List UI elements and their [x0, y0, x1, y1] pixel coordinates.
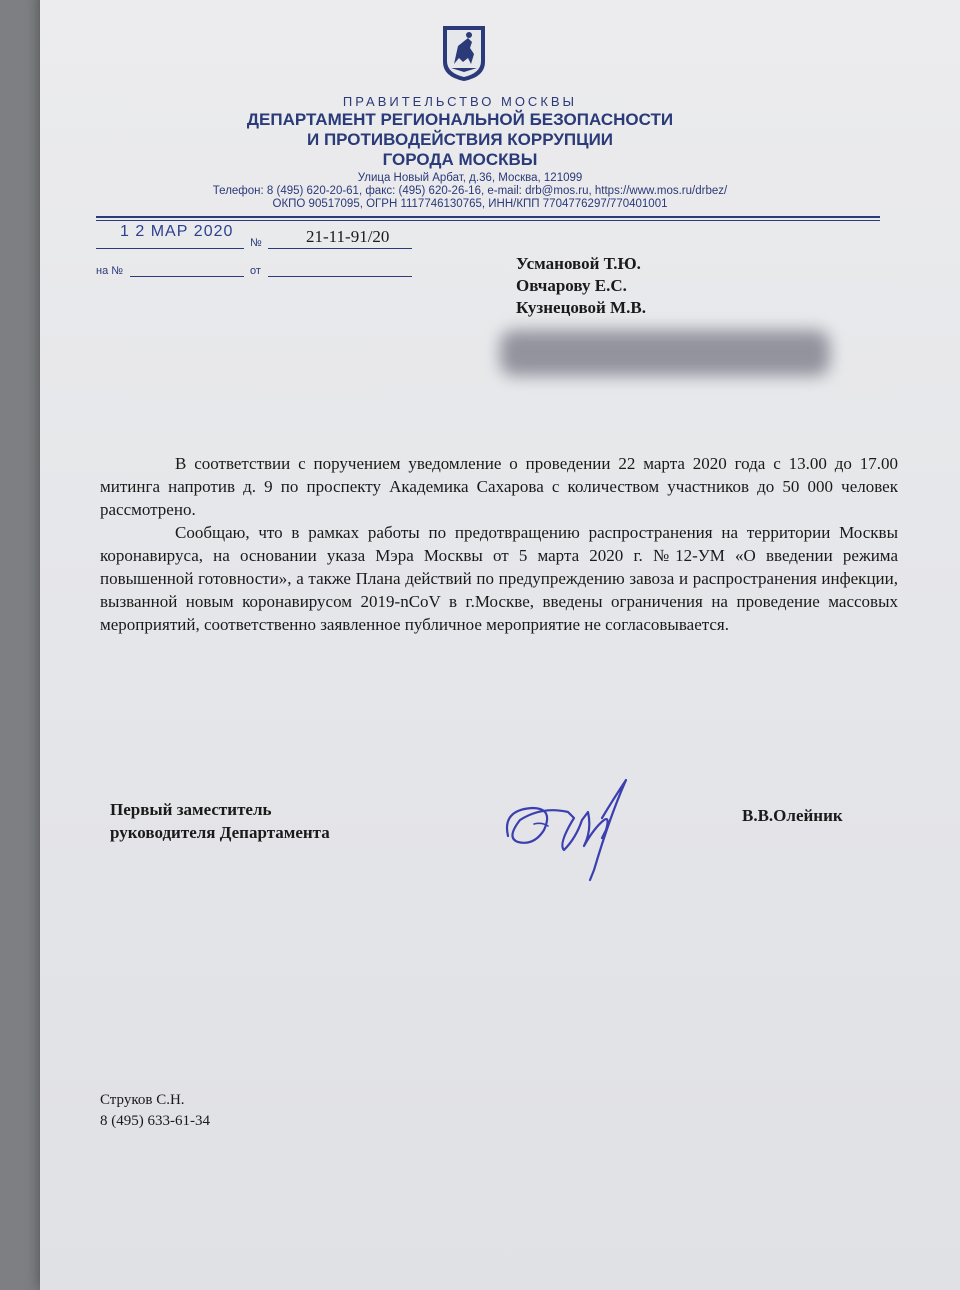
reference-underline — [130, 276, 244, 277]
letter-body — [100, 452, 898, 636]
executor-block — [100, 1090, 210, 1132]
department-line: И ПРОТИВОДЕЙСТВИЯ КОРРУПЦИИ — [307, 130, 613, 149]
signatory-name: В.В.Олейник — [742, 806, 843, 825]
handwritten-signature — [498, 768, 648, 888]
government-name: ПРАВИТЕЛЬСТВО МОСКВЫ — [342, 94, 578, 109]
reference-number-label: на № — [96, 265, 124, 277]
address: Улица Новый Арбат, д.36, Москва, 121099 — [357, 172, 583, 184]
recipients-block — [516, 253, 646, 319]
registration-date-stamp: 1 2 МАР 2020 — [120, 223, 234, 240]
registration-number: 21-11-91/20 — [306, 227, 390, 246]
recipient: Усмановой Т.Ю. — [516, 254, 641, 273]
department-name — [40, 110, 880, 170]
redacted-address — [500, 330, 830, 376]
number-underline — [268, 248, 412, 249]
signatory-title-line: Первый заместитель — [110, 800, 272, 819]
reference-date-label: от — [250, 265, 261, 277]
registry-codes: ОКПО 90517095, ОГРН 1117746130765, ИНН/КПП 7704776297/770401001 — [272, 198, 668, 210]
moscow-coat-of-arms-icon — [441, 24, 487, 82]
number-label: № — [250, 237, 262, 249]
executor-phone: 8 (495) 633-61-34 — [100, 1113, 210, 1129]
executor-name: Струков С.Н. — [100, 1092, 185, 1108]
reference-date-underline — [268, 276, 412, 277]
body-paragraph: В соответствии с поручением уведомление о проведении 22 марта 2020 года с 13.00 до 17.00 митинга напротив д. 9 по проспекту Академика Сахарова с количеством участников до 50 000 человек рассмотрено. — [100, 454, 898, 519]
contacts: Телефон: 8 (495) 620-20-61, факс: (495) 620-26-16, e-mail: drb@mos.ru, https://www.mos.ru/drbez/ — [212, 185, 728, 197]
recipient: Овчарову Е.С. — [516, 276, 627, 295]
department-line: ГОРОДА МОСКВЫ — [382, 150, 538, 169]
letterhead-contacts — [40, 172, 900, 211]
letterhead-rule — [96, 216, 880, 218]
letter-page — [40, 0, 960, 1290]
signatory-title-line: руководителя Департамента — [110, 823, 330, 842]
recipient: Кузнецовой М.В. — [516, 298, 646, 317]
body-paragraph: Сообщаю, что в рамках работы по предотвращению распространения на территории Москвы коронавируса, на основании указа Мэра Москвы от 5 марта 2020 г. №12-УМ «О введении режима повышенной готовности», а также Плана действий по предупреждению завоза и распространения инфекции, вызванной новым коронавирусом 2019-nCoV в г.Москве, введены ограничения на проведение массовых мероприятий, соответственно заявленное публичное мероприятие не согласовывается. — [100, 523, 898, 634]
letterhead-rule — [96, 220, 880, 221]
signatory-title — [110, 798, 330, 844]
department-line: ДЕПАРТАМЕНТ РЕГИОНАЛЬНОЙ БЕЗОПАСНОСТИ — [246, 110, 674, 129]
date-underline — [96, 248, 244, 249]
